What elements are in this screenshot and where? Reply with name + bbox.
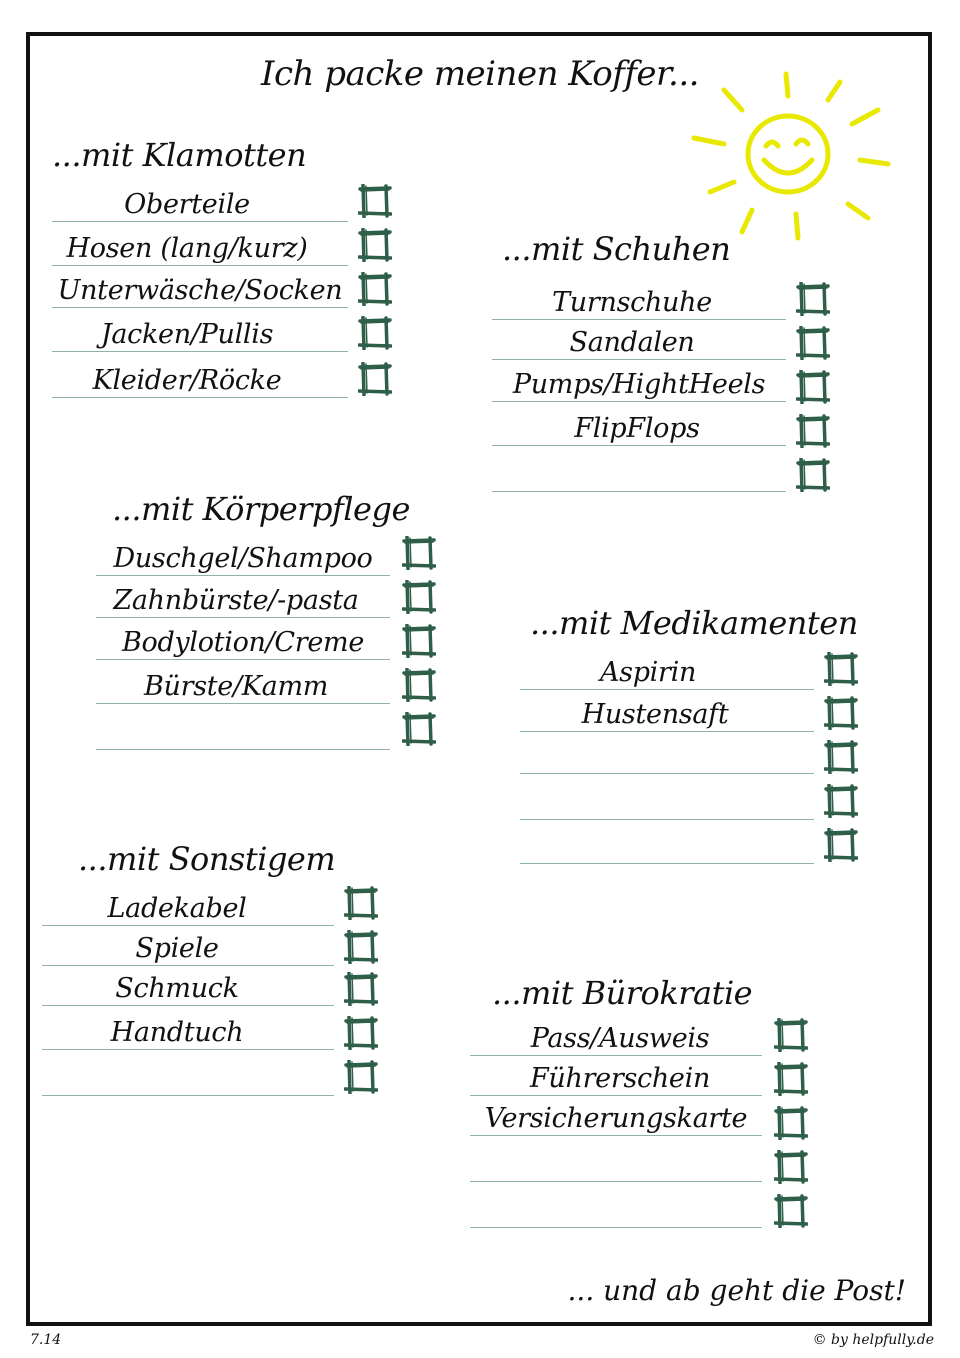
list-item bbox=[42, 973, 334, 1006]
section-title: ...mit Klamotten bbox=[52, 136, 307, 174]
checkbox[interactable] bbox=[358, 184, 392, 218]
checkbox[interactable] bbox=[402, 624, 436, 658]
checkbox[interactable] bbox=[358, 362, 392, 396]
checkbox[interactable] bbox=[774, 1106, 808, 1140]
checkbox[interactable] bbox=[358, 228, 392, 262]
list-item bbox=[470, 1103, 762, 1136]
item-label: Sandalen bbox=[569, 327, 695, 358]
list-item bbox=[470, 1198, 762, 1228]
list-item bbox=[42, 893, 334, 926]
section-title: ...mit Körperpflege bbox=[112, 490, 410, 528]
item-label: Führerschein bbox=[529, 1063, 711, 1094]
list-item bbox=[52, 189, 348, 222]
section-title: ...mit Sonstigem bbox=[78, 840, 336, 878]
checkbox[interactable] bbox=[824, 740, 858, 774]
item-label: Kleider/Röcke bbox=[92, 365, 282, 396]
section-title: ...mit Medikamenten bbox=[530, 604, 858, 642]
checkbox[interactable] bbox=[774, 1018, 808, 1052]
list-item bbox=[52, 319, 348, 352]
item-label: Spiele bbox=[135, 933, 219, 964]
item-label: Bodylotion/Creme bbox=[121, 627, 365, 658]
item-label: Schmuck bbox=[115, 973, 239, 1004]
list-item bbox=[96, 543, 390, 576]
item-label: Versicherungskarte bbox=[484, 1103, 748, 1134]
item-label: Duschgel/Shampoo bbox=[113, 543, 373, 574]
list-item bbox=[520, 834, 814, 864]
checkbox[interactable] bbox=[824, 696, 858, 730]
list-item bbox=[52, 275, 348, 308]
list-item bbox=[96, 671, 390, 704]
list-item bbox=[492, 287, 786, 320]
checkbox[interactable] bbox=[796, 458, 830, 492]
checkbox[interactable] bbox=[402, 712, 436, 746]
checkbox[interactable] bbox=[774, 1194, 808, 1228]
list-item bbox=[520, 699, 814, 732]
list-item bbox=[492, 369, 786, 402]
item-label: Handtuch bbox=[110, 1017, 244, 1048]
checkbox[interactable] bbox=[344, 972, 378, 1006]
item-label: Jacken/Pullis bbox=[100, 319, 274, 350]
item-label: Hosen (lang/kurz) bbox=[66, 233, 308, 264]
checkbox[interactable] bbox=[796, 370, 830, 404]
list-item bbox=[520, 657, 814, 690]
item-label: Zahnbürste/-pasta bbox=[113, 585, 359, 616]
section-title: ...mit Schuhen bbox=[502, 230, 731, 268]
item-label: FlipFlops bbox=[574, 413, 700, 444]
list-item bbox=[52, 233, 348, 266]
checkbox[interactable] bbox=[824, 828, 858, 862]
checkbox[interactable] bbox=[402, 668, 436, 702]
list-item bbox=[96, 720, 390, 750]
list-item bbox=[492, 327, 786, 360]
list-item bbox=[520, 744, 814, 774]
checkbox[interactable] bbox=[344, 886, 378, 920]
list-item bbox=[42, 933, 334, 966]
item-label: Bürste/Kamm bbox=[143, 671, 329, 702]
checkbox[interactable] bbox=[344, 1016, 378, 1050]
closing-text: ... und ab geht die Post! bbox=[567, 1274, 906, 1307]
list-item bbox=[42, 1066, 334, 1096]
item-label: Aspirin bbox=[599, 657, 697, 688]
item-label: Pumps/HightHeels bbox=[512, 369, 766, 400]
list-item bbox=[470, 1063, 762, 1096]
checkbox[interactable] bbox=[796, 326, 830, 360]
item-label: Oberteile bbox=[124, 189, 250, 220]
checkbox[interactable] bbox=[402, 580, 436, 614]
list-item bbox=[470, 1152, 762, 1182]
checkbox[interactable] bbox=[358, 316, 392, 350]
footer-date: 7.14 bbox=[30, 1332, 62, 1348]
checkbox[interactable] bbox=[344, 1060, 378, 1094]
list-item bbox=[42, 1017, 334, 1050]
item-label: Ladekabel bbox=[107, 893, 247, 924]
checkbox[interactable] bbox=[824, 784, 858, 818]
checkbox[interactable] bbox=[358, 272, 392, 306]
checkbox[interactable] bbox=[796, 282, 830, 316]
list-item bbox=[96, 585, 390, 618]
checkbox[interactable] bbox=[774, 1150, 808, 1184]
checkbox[interactable] bbox=[824, 652, 858, 686]
checkbox[interactable] bbox=[344, 930, 378, 964]
item-label: Pass/Ausweis bbox=[530, 1023, 710, 1054]
list-item bbox=[520, 790, 814, 820]
item-label: Unterwäsche/Socken bbox=[57, 275, 343, 306]
checkbox[interactable] bbox=[402, 536, 436, 570]
footer-credit: © by helpfully.de bbox=[812, 1332, 934, 1348]
section-title: ...mit Bürokratie bbox=[492, 974, 753, 1012]
list-item bbox=[492, 462, 786, 492]
list-item bbox=[52, 365, 348, 398]
list-item bbox=[492, 413, 786, 446]
checkbox[interactable] bbox=[774, 1062, 808, 1096]
page-title: Ich packe meinen Koffer... bbox=[261, 54, 699, 94]
item-label: Turnschuhe bbox=[552, 287, 712, 318]
list-item bbox=[96, 627, 390, 660]
checkbox[interactable] bbox=[796, 414, 830, 448]
item-label: Hustensaft bbox=[581, 699, 729, 730]
list-item bbox=[470, 1023, 762, 1056]
